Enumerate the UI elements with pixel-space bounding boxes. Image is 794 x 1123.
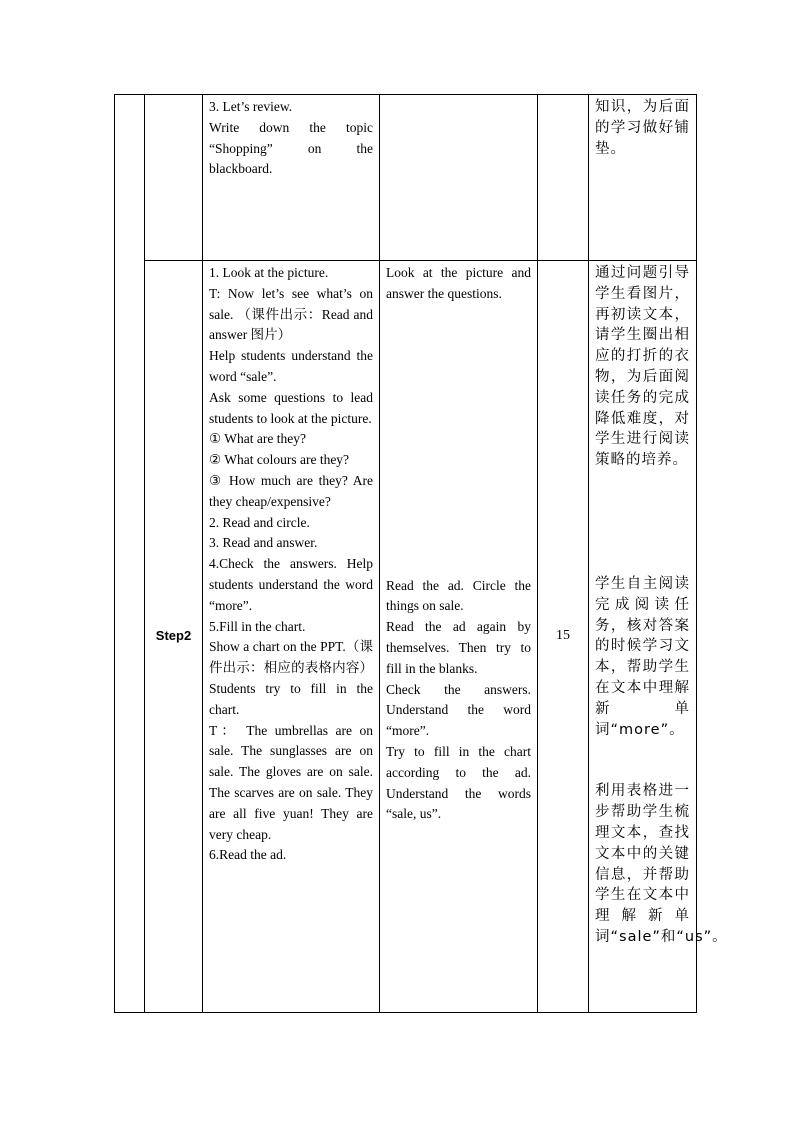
time-value: 15	[538, 261, 589, 1013]
step-cell-empty	[145, 95, 203, 261]
teacher-line: 6.Read the ad.	[209, 847, 287, 863]
student-activity-cell	[380, 261, 538, 1013]
teacher-line: 3. Read and answer.	[209, 535, 318, 551]
teacher-line: T： The umbrellas are on sale. The sunglasses are on sale. The gloves are on sale. The scarves are on sale. They are all five yuan! They are very cheap.	[209, 722, 373, 842]
teacher-line: 1. Look at the picture.	[209, 265, 329, 280]
spacer	[386, 305, 531, 576]
time-cell-empty	[538, 95, 589, 261]
lesson-plan-table	[114, 94, 728, 1013]
teacher-line: Show a chart on the PPT.（课件出示：相应的表格内容）Students try to fill in the chart.	[209, 639, 373, 717]
table-row-step2	[115, 261, 697, 1013]
purpose-text: 通过问题引导学生看图片，再初读文本，请学生圈出相应的打折的衣物，为后面阅读任务的完成降低难度，对学生进行阅读策略的培养。	[595, 265, 690, 469]
teacher-line: ③ How much are they? Are they cheap/expensive?	[209, 472, 373, 509]
teacher-line: ① What are they?	[209, 431, 306, 447]
purpose-text: 学生自主阅读完成阅读任务，核对答案的时候学习文本，帮助学生在文本中理解新单词“more”。	[595, 575, 690, 738]
student-line: Read the ad again by themselves. Then try to fill in the blanks.	[386, 619, 531, 676]
teacher-line: 3. Let’s review.	[209, 99, 293, 114]
student-line: Look at the picture and answer the questions.	[386, 265, 531, 301]
step-label: Step2	[145, 261, 203, 1013]
table-row-review	[115, 95, 697, 261]
student-line: Check the answers. Understand the word “more”.	[386, 681, 531, 739]
teacher-line: 5.Fill in the chart.	[209, 618, 306, 634]
teacher-activity-cell	[203, 95, 380, 261]
teacher-line: 4.Check the answers. Help students understand the word “more”.	[209, 556, 373, 613]
student-line: Try to fill in the chart according to the ad. Understand the words “sale, us”.	[386, 743, 531, 822]
teacher-line: ② What colours are they?	[209, 452, 350, 468]
purpose-text: 利用表格进一步帮助学生梳理文本，查找文本中的关键信息，并帮助学生在文本中理解新单词“sale”和“us”。	[595, 783, 728, 945]
spacer	[595, 740, 690, 781]
teacher-line: Write down the topic “Shopping” on the blackboard.	[209, 119, 373, 177]
purpose-cell	[589, 261, 728, 1013]
teacher-line: T: Now let’s see what’s on sale. （课件出示：Read and answer 图片）	[209, 285, 373, 343]
spacer	[595, 471, 690, 574]
teacher-activity-cell	[203, 261, 380, 1013]
purpose-text: 知识，为后面的学习做好铺垫。	[595, 99, 690, 157]
outer-column-cell	[115, 95, 145, 1013]
purpose-cell	[589, 95, 697, 261]
student-line: Read the ad. Circle the things on sale.	[386, 577, 531, 614]
student-activity-cell	[380, 95, 538, 261]
teacher-line: Ask some questions to lead students to look at the picture.	[209, 389, 373, 426]
teacher-line: Help students understand the word “sale”.	[209, 348, 373, 384]
teacher-line: 2. Read and circle.	[209, 514, 310, 530]
